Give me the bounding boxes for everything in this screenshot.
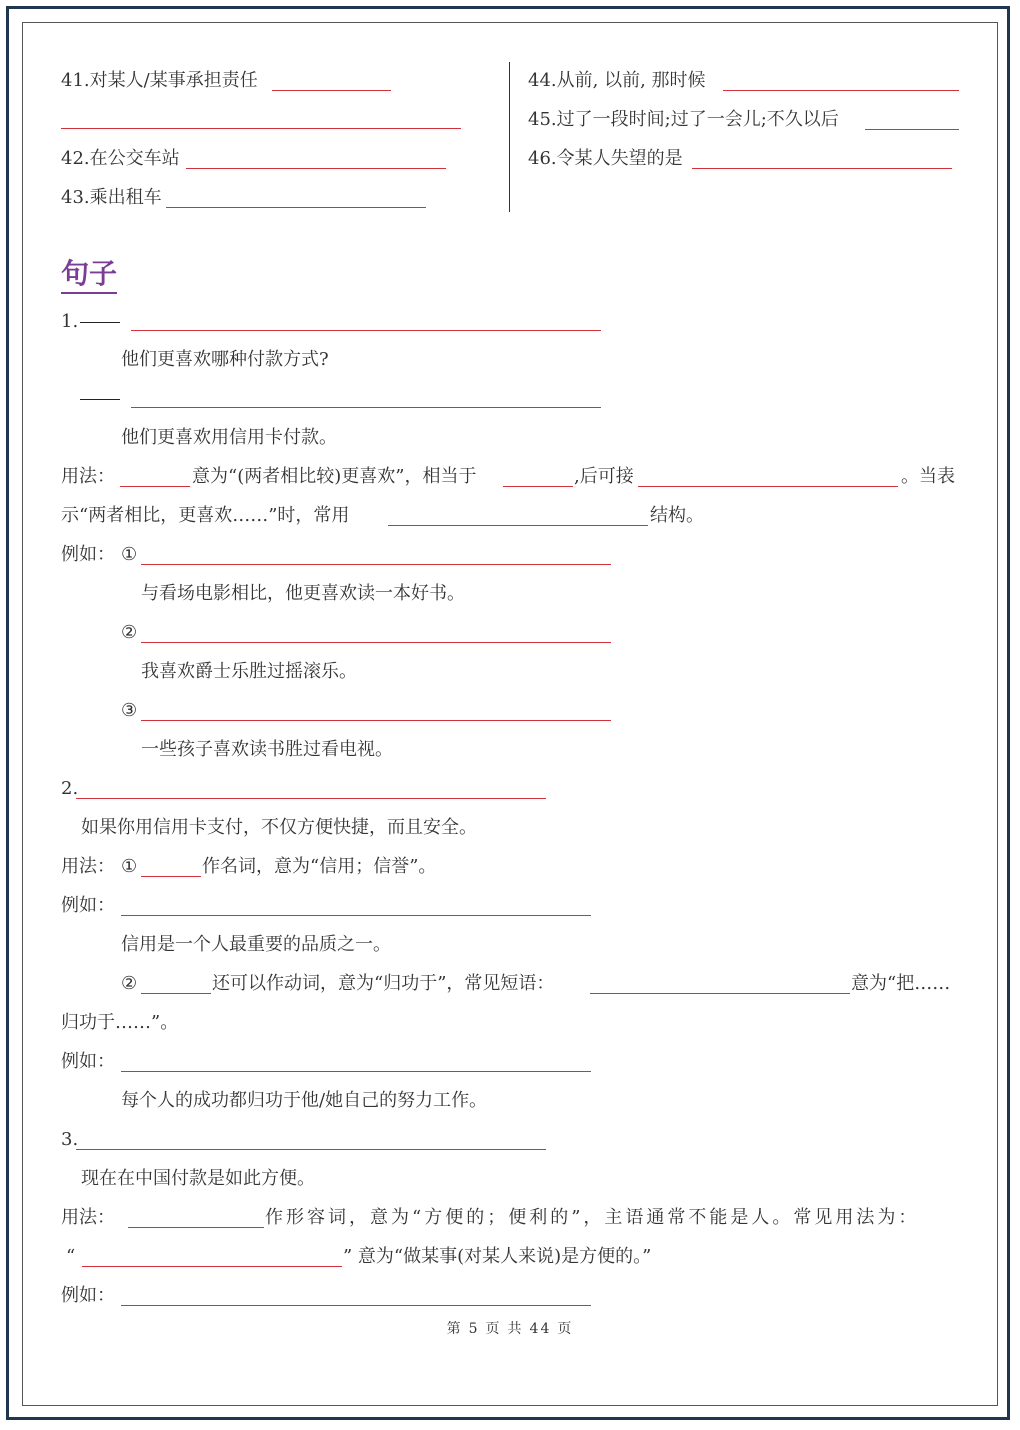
s2-example-label: 例如：: [61, 895, 115, 916]
s3-usage-1: 作形容词，意为“方便的；便利的”，主语通常不能是人。常见用法为：: [265, 1207, 920, 1228]
s1-example-blank-3[interactable]: [141, 720, 611, 721]
column-divider: [509, 62, 510, 212]
page-footer: [0, 1318, 1020, 1338]
dialogue-dash: [80, 399, 120, 400]
s1-usage-blank-2[interactable]: [503, 486, 573, 487]
footer-di: 第: [446, 1321, 463, 1337]
vocab-item-46: 46.令某人失望的是: [528, 148, 683, 169]
s3-usage-2: ” 意为“做某事(对某人来说)是方便的。”: [343, 1246, 652, 1267]
s1-usage-label: 用法：: [61, 466, 115, 487]
s3-sentence: 现在在中国付款是如此方便。: [81, 1168, 315, 1189]
s2-number: 2.: [61, 778, 79, 799]
vocab-item-41: 41.对某人/某事承担责任: [61, 70, 258, 91]
footer-ye: 页: [485, 1321, 502, 1337]
s1-circle-1: ①: [121, 544, 138, 565]
vocab-item-44: 44.从前, 以前, 那时候: [528, 70, 706, 91]
s3-blank[interactable]: [76, 1149, 546, 1150]
vocab-item-45: 45.过了一段时间;过了一会儿;不久以后: [528, 109, 839, 130]
s1-usage-blank-4[interactable]: [388, 525, 648, 526]
s1-answer: 他们更喜欢用信用卡付款。: [121, 427, 337, 448]
s1-a-blank[interactable]: [131, 407, 601, 408]
s1-example-blank-1[interactable]: [141, 564, 611, 565]
s2-usage-2a: 还可以作动词，意为“归功于”，常见短语：: [212, 973, 555, 994]
blank-44[interactable]: [723, 90, 959, 91]
blank-42[interactable]: [186, 168, 446, 169]
s1-usage-text-e: 结构。: [650, 505, 704, 526]
s3-quote-open: “: [66, 1246, 76, 1267]
s3-usage-blank-2[interactable]: [82, 1266, 342, 1267]
vocab-item-43: 43.乘出租车: [61, 187, 162, 208]
s2-usage-2b: 意为“把……: [851, 973, 951, 994]
s1-number: 1.: [61, 311, 79, 332]
s2-usage-blank-3[interactable]: [590, 993, 850, 994]
dialogue-dash: [80, 322, 120, 323]
s3-example-label: 例如：: [61, 1285, 115, 1306]
s1-usage-text-d: 示“两者相比，更喜欢……”时，常用: [61, 505, 350, 526]
s1-example-2: 我喜欢爵士乐胜过摇滚乐。: [141, 661, 357, 682]
s1-circle-3: ③: [121, 700, 138, 721]
s1-usage-text-c: 。当表: [901, 466, 955, 487]
footer-ye2: 页: [557, 1321, 574, 1337]
page-border-inner: [22, 22, 998, 1406]
s1-usage-text-b: ,后可接: [574, 466, 634, 487]
s1-example-3: 一些孩子喜欢读书胜过看电视。: [141, 739, 393, 760]
s2-example-blank-1[interactable]: [121, 915, 591, 916]
footer-total-pages: 44: [529, 1321, 552, 1337]
s1-example-label: 例如：: [61, 544, 115, 565]
s2-example-label-2: 例如：: [61, 1051, 115, 1072]
s2-usage-blank-2[interactable]: [141, 993, 211, 994]
s3-usage-label: 用法：: [61, 1207, 115, 1228]
blank-41b[interactable]: [61, 128, 461, 129]
s2-example-2: 每个人的成功都归功于他/她自己的努力工作。: [121, 1090, 488, 1111]
s2-example-blank-2[interactable]: [121, 1071, 591, 1072]
footer-gong: 共: [507, 1321, 524, 1337]
s1-usage-text-a: 意为“(两者相比较)更喜欢”，相当于: [192, 466, 477, 487]
s2-usage-label: 用法：: [61, 856, 115, 877]
s3-number: 3.: [61, 1129, 79, 1150]
blank-41[interactable]: [272, 90, 391, 91]
s2-example-1: 信用是一个人最重要的品质之一。: [121, 934, 391, 955]
s1-usage-blank-3[interactable]: [638, 486, 898, 487]
vocab-item-42: 42.在公交车站: [61, 148, 180, 169]
blank-46[interactable]: [692, 168, 952, 169]
s2-usage-1: 作名词，意为“信用；信誉”。: [202, 856, 437, 877]
s1-example-1: 与看场电影相比，他更喜欢读一本好书。: [141, 583, 465, 604]
s1-example-blank-2[interactable]: [141, 642, 611, 643]
s2-sentence: 如果你用信用卡支付，不仅方便快捷，而且安全。: [81, 817, 477, 838]
blank-45[interactable]: [865, 129, 959, 130]
section-title: 句子: [61, 256, 117, 294]
s3-example-blank[interactable]: [121, 1305, 591, 1306]
s2-blank[interactable]: [76, 798, 546, 799]
s1-usage-blank-1[interactable]: [120, 486, 190, 487]
s2-usage-2c: 归功于……”。: [61, 1012, 179, 1033]
blank-43[interactable]: [166, 207, 426, 208]
footer-page-number: 5: [468, 1321, 480, 1337]
s2-circle-2: ②: [121, 973, 138, 994]
s1-question: 他们更喜欢哪种付款方式?: [121, 349, 329, 370]
s3-usage-blank-1[interactable]: [128, 1227, 264, 1228]
s2-circle-1: ①: [121, 856, 138, 877]
s1-q-blank[interactable]: [131, 330, 601, 331]
s1-circle-2: ②: [121, 622, 138, 643]
s2-usage-blank-1[interactable]: [141, 876, 201, 877]
